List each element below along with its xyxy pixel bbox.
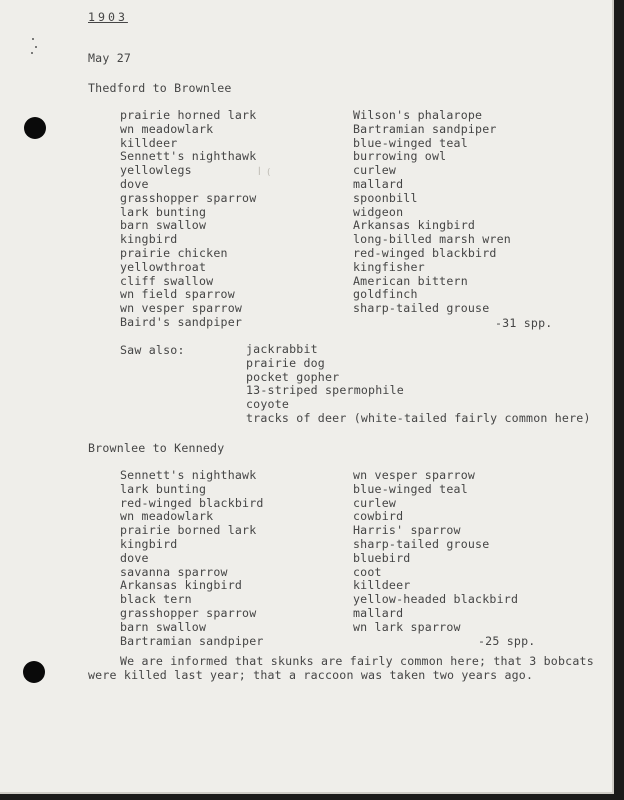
list-item: coyote: [246, 397, 290, 412]
list-item: Baird's sandpiper: [120, 314, 243, 329]
list-item: widgeon: [353, 204, 404, 219]
list-item: grasshopper sparrow: [120, 605, 257, 620]
list-item: Bartramian sandpiper: [353, 121, 497, 136]
note-line-1: We are informed that skunks are fairly common here; that 3 bobcats: [120, 654, 594, 668]
list-item: kingfisher: [353, 259, 425, 274]
entry-date: May 27: [88, 51, 132, 65]
punch-hole-bottom: [23, 661, 45, 683]
list-item: mallard: [353, 605, 404, 620]
list-item: kingbird: [120, 536, 178, 551]
list-item: prairie dog: [246, 355, 325, 370]
list-item: dove: [120, 550, 149, 565]
list-item: wn meadowlark: [120, 509, 214, 524]
list-item: Harris' sparrow: [353, 523, 461, 538]
list-item: Wilson's phalarope: [353, 108, 483, 122]
species-count-2: -25 spp.: [478, 634, 536, 648]
list-item: Sennett's nighthawk: [120, 468, 257, 482]
list-item: cliff swallow: [120, 273, 214, 288]
list-item: Arkansas kingbird: [353, 218, 476, 233]
species-list-1-right: [353, 109, 511, 316]
species-list-1-left: [120, 109, 256, 330]
list-item: Arkansas kingbird: [120, 578, 243, 593]
year-heading: 1903: [88, 10, 128, 24]
list-item: wn meadowlark: [120, 121, 214, 136]
list-item: wn vesper sparrow: [120, 301, 243, 316]
species-list-2-right: [353, 469, 518, 635]
list-item: jackrabbit: [246, 342, 318, 356]
list-item: killdeer: [120, 135, 178, 150]
list-item: long-billed marsh wren: [353, 232, 511, 247]
list-item: red-winged blackbird: [120, 495, 264, 510]
list-item: sharp-tailed grouse: [353, 536, 490, 551]
list-item: barn swallow: [120, 619, 207, 634]
list-item: coot: [353, 564, 382, 579]
list-item: blue-winged teal: [353, 481, 468, 496]
list-item: curlew: [353, 163, 397, 178]
list-item: mallard: [353, 176, 404, 191]
list-item: yellowthroat: [120, 259, 207, 274]
punch-hole-top: [24, 117, 46, 139]
list-item: Bartramian sandpiper: [120, 633, 264, 648]
list-item: prairie borned lark: [120, 523, 257, 538]
list-item: savanna sparrow: [120, 564, 228, 579]
section-title-1: Thedford to Brownlee: [88, 81, 232, 95]
list-item: dove: [120, 176, 149, 191]
list-item: spoonbill: [353, 190, 418, 205]
list-item: cowbird: [353, 509, 404, 524]
list-item: curlew: [353, 495, 397, 510]
species-list-2-left: [120, 469, 264, 648]
section-title-2: Brownlee to Kennedy: [88, 441, 225, 455]
species-count-1: -31 spp.: [495, 316, 553, 330]
list-item: goldfinch: [353, 287, 418, 302]
ink-specks: [30, 38, 40, 58]
list-item: yellow-headed blackbird: [353, 592, 519, 607]
list-item: prairie chicken: [120, 245, 228, 260]
list-item: sharp-tailed grouse: [353, 301, 490, 316]
saw-also-list: [246, 343, 591, 426]
list-item: burrowing owl: [353, 149, 447, 164]
list-item: blue-winged teal: [353, 135, 468, 150]
list-item: American bittern: [353, 273, 468, 288]
list-item: tracks of deer (white-tailed fairly common here): [246, 410, 591, 425]
list-item: bluebird: [353, 550, 411, 565]
list-item: lark bunting: [120, 481, 207, 496]
list-item: wn field sparrow: [120, 287, 235, 302]
list-item: wn lark sparrow: [353, 619, 461, 634]
list-item: lark bunting: [120, 204, 207, 219]
note-line-2: were killed last year; that a raccoon was taken two years ago.: [88, 668, 534, 682]
list-item: prairie horned lark: [120, 108, 257, 122]
pencil-mark: ꟾ (: [258, 168, 271, 178]
list-item: 13-striped spermophile: [246, 383, 404, 398]
list-item: pocket gopher: [246, 369, 340, 384]
list-item: kingbird: [120, 232, 178, 247]
list-item: yellowlegs: [120, 163, 192, 178]
list-item: killdeer: [353, 578, 411, 593]
list-item: black tern: [120, 592, 192, 607]
list-item: red-winged blackbird: [353, 245, 497, 260]
list-item: wn vesper sparrow: [353, 468, 476, 482]
list-item: Sennett's nighthawk: [120, 149, 257, 164]
saw-also-label: Saw also:: [120, 343, 185, 357]
list-item: grasshopper sparrow: [120, 190, 257, 205]
list-item: barn swallow: [120, 218, 207, 233]
